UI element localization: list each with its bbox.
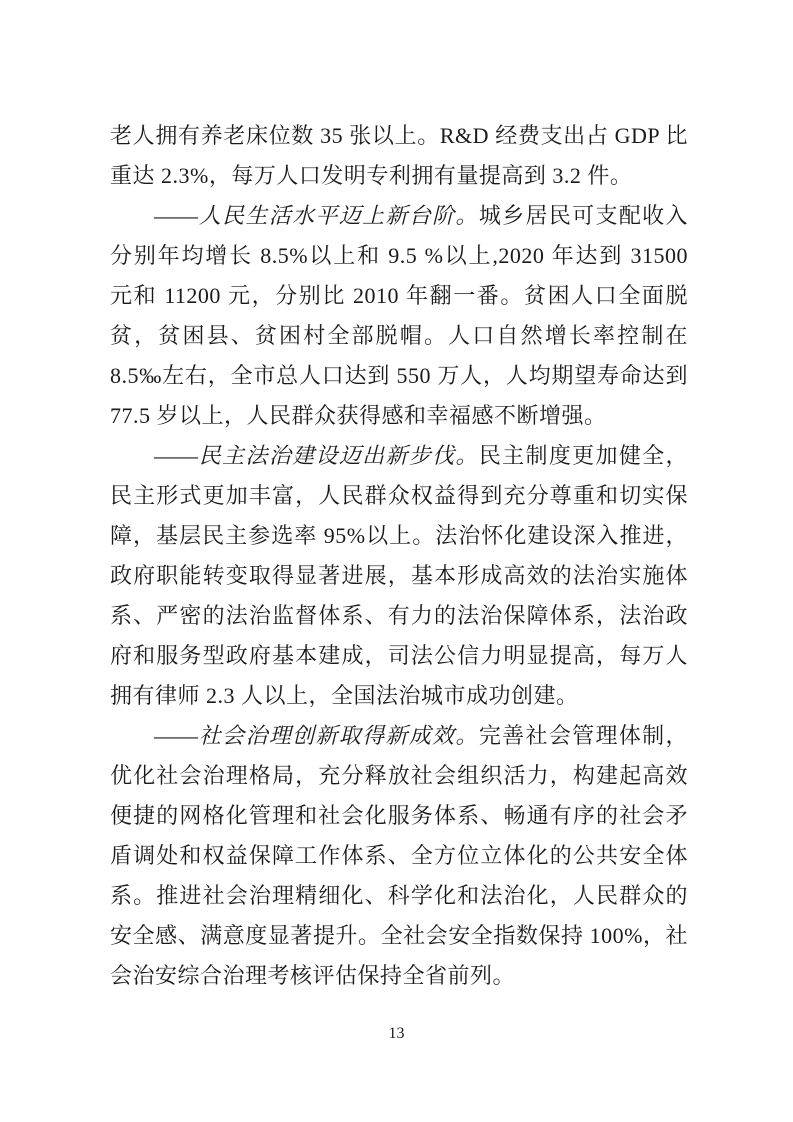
page-number: 13	[388, 1025, 405, 1042]
paragraph-dash: ——	[154, 203, 198, 228]
paragraph-text: 民主制度更加健全，民主形式更加丰富，人民群众权益得到充分尊重和切实保障，基层民主参选率 95%以上。法治怀化建设深入推进，政府职能转变取得显著进展，基本形成高效的法治实施体系、严密的法治监督体系、有力的法治保障体系，法治政府和服务型政府基本建成，司法公信力明显提高，每万人拥有律师 2.3 人以上，全国法治城市成功创建。	[110, 443, 688, 708]
paragraph	[110, 196, 688, 436]
paragraph-lead: 社会治理创新取得新成效。	[198, 723, 479, 748]
paragraph-text: 城乡居民可支配收入分别年均增长 8.5%以上和 9.5 %以上,2020 年达到 31500 元和 11200 元，分别比 2010 年翻一番。贫困人口全面脱贫，贫困县、贫困村全部脱帽。人口自然增长率控制在 8.5‰左右，全市总人口达到 550 万人，人均期望寿命达到 77.5 岁以上，人民群众获得感和幸福感不断增强。	[110, 203, 688, 428]
paragraph	[110, 716, 688, 996]
document-body	[110, 116, 688, 996]
paragraph-dash: ——	[154, 443, 198, 468]
paragraph-dash: ——	[154, 723, 198, 748]
paragraph-lead: 人民生活水平迈上新台阶。	[198, 203, 479, 228]
paragraph	[110, 436, 688, 716]
paragraph-text: 完善社会管理体制，优化社会治理格局，充分释放社会组织活力，构建起高效便捷的网格化管理和社会化服务体系、畅通有序的社会矛盾调处和权益保障工作体系、全方位立体化的公共安全体系。推进社会治理精细化、科学化和法治化，人民群众的安全感、满意度显著提升。全社会安全指数保持 100%，社会治安综合治理考核评估保持全省前列。	[110, 723, 688, 988]
paragraph-lead: 民主法治建设迈出新步伐。	[198, 443, 479, 468]
paragraph-text: 老人拥有养老床位数 35 张以上。R&D 经费支出占 GDP 比重达 2.3%，每万人口发明专利拥有量提高到 3.2 件。	[110, 123, 688, 188]
paragraph	[110, 116, 688, 196]
